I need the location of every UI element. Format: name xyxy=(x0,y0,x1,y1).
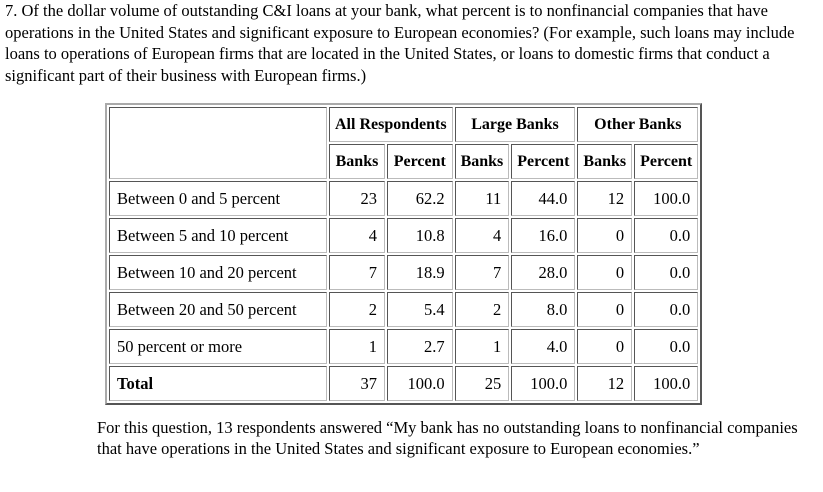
percent-cell: 0.0 xyxy=(634,218,698,253)
banks-cell: 23 xyxy=(329,181,385,216)
row-label: Total xyxy=(109,366,327,401)
group-header: Other Banks xyxy=(577,107,698,142)
percent-cell: 4.0 xyxy=(511,329,575,364)
row-label: 50 percent or more xyxy=(109,329,327,364)
banks-cell: 0 xyxy=(577,218,632,253)
banks-cell: 1 xyxy=(329,329,385,364)
percent-cell: 8.0 xyxy=(511,292,575,327)
table-row xyxy=(109,181,698,216)
table-row xyxy=(109,329,698,364)
percent-cell: 0.0 xyxy=(634,329,698,364)
banks-cell: 4 xyxy=(329,218,385,253)
table-row xyxy=(109,292,698,327)
percent-cell: 18.9 xyxy=(387,255,453,290)
banks-cell: 37 xyxy=(329,366,385,401)
group-header: Large Banks xyxy=(455,107,576,142)
banks-cell: 0 xyxy=(577,329,632,364)
footnote: For this question, 13 respondents answered “My bank has no outstanding loans to nonfinancial companies that have operations in the United States and significant exposure to European economies.” xyxy=(97,418,798,458)
banks-cell: 7 xyxy=(455,255,510,290)
percent-cell: 0.0 xyxy=(634,255,698,290)
table-row xyxy=(109,255,698,290)
banks-cell: 0 xyxy=(577,255,632,290)
percent-cell: 5.4 xyxy=(387,292,453,327)
empty-header-cell xyxy=(109,107,327,179)
banks-cell: 1 xyxy=(455,329,510,364)
banks-cell: 25 xyxy=(455,366,510,401)
question-text: 7. Of the dollar volume of outstanding C&I loans at your bank, what percent is to nonfinancial companies that have operations in the United States and significant exposure to European economies? (For example, such loans may include loans to operations of European firms that are located in the United States, or loans to domestic firms that conduct a significant part of their business with European firms.) xyxy=(5,1,795,85)
banks-cell: 2 xyxy=(329,292,385,327)
group-header-row xyxy=(109,107,698,142)
subheader: Percent xyxy=(634,144,698,179)
subheader: Banks xyxy=(329,144,385,179)
table-row xyxy=(109,366,698,401)
percent-cell: 0.0 xyxy=(634,292,698,327)
percent-cell: 100.0 xyxy=(634,181,698,216)
percent-cell: 100.0 xyxy=(511,366,575,401)
subheader: Banks xyxy=(455,144,510,179)
percent-cell: 16.0 xyxy=(511,218,575,253)
subheader: Percent xyxy=(511,144,575,179)
percent-cell: 100.0 xyxy=(387,366,453,401)
percent-cell: 62.2 xyxy=(387,181,453,216)
row-label: Between 20 and 50 percent xyxy=(109,292,327,327)
results-table xyxy=(105,103,702,405)
percent-cell: 28.0 xyxy=(511,255,575,290)
percent-cell: 10.8 xyxy=(387,218,453,253)
percent-cell: 100.0 xyxy=(634,366,698,401)
percent-cell: 2.7 xyxy=(387,329,453,364)
banks-cell: 4 xyxy=(455,218,510,253)
group-header: All Respondents xyxy=(329,107,453,142)
row-label: Between 0 and 5 percent xyxy=(109,181,327,216)
percent-cell: 44.0 xyxy=(511,181,575,216)
row-label: Between 10 and 20 percent xyxy=(109,255,327,290)
banks-cell: 12 xyxy=(577,181,632,216)
subheader: Percent xyxy=(387,144,453,179)
subheader: Banks xyxy=(577,144,632,179)
banks-cell: 0 xyxy=(577,292,632,327)
banks-cell: 7 xyxy=(329,255,385,290)
banks-cell: 2 xyxy=(455,292,510,327)
row-label: Between 5 and 10 percent xyxy=(109,218,327,253)
banks-cell: 11 xyxy=(455,181,510,216)
table-row xyxy=(109,218,698,253)
banks-cell: 12 xyxy=(577,366,632,401)
